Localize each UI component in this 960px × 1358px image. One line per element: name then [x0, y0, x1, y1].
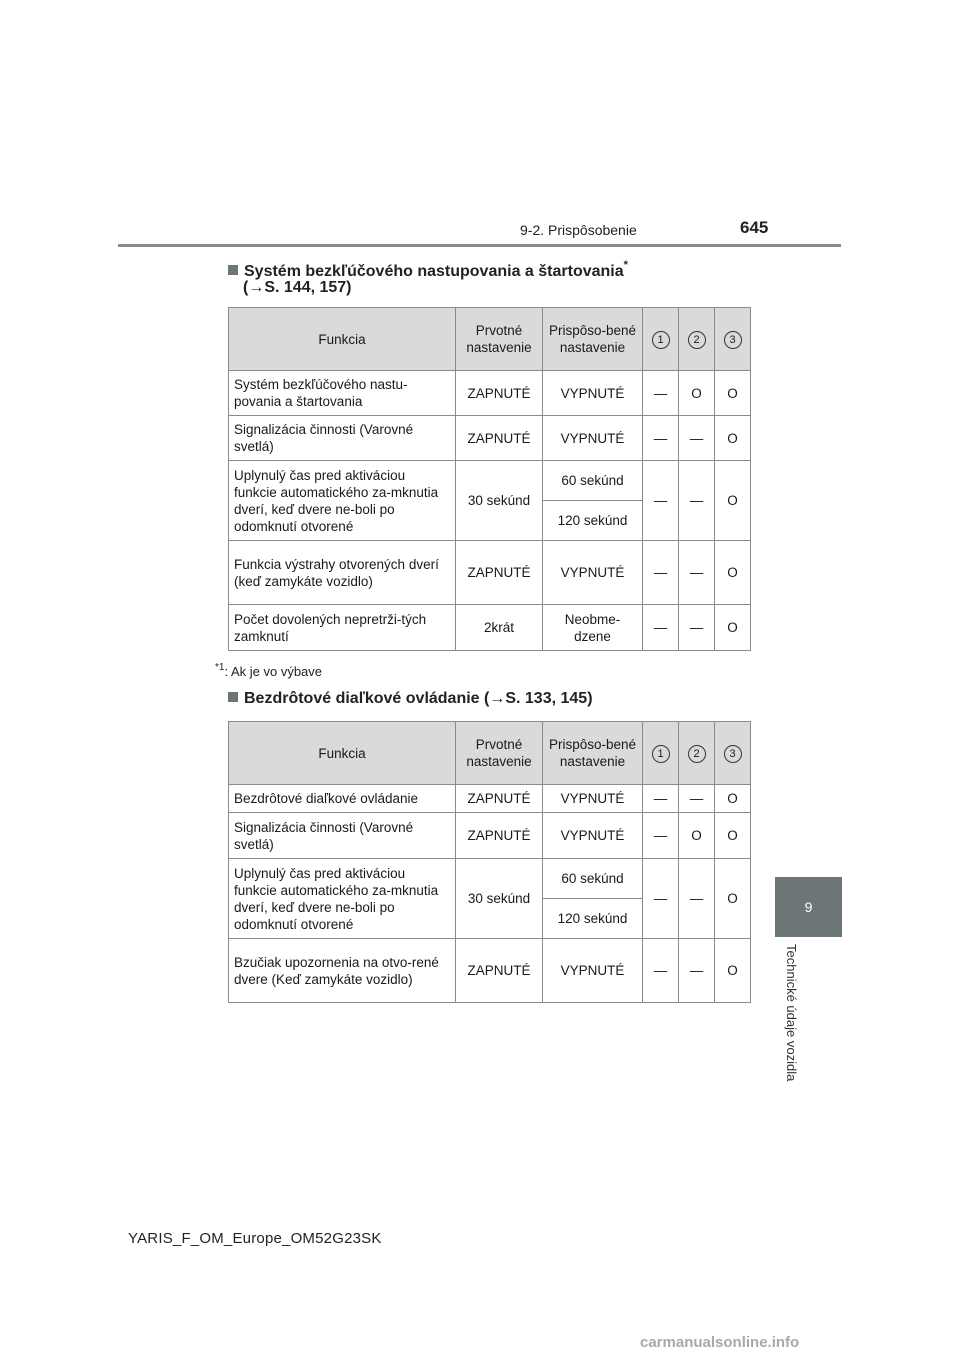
section2-heading — [228, 688, 593, 710]
cell-c2: — — [679, 939, 715, 1003]
cell-c1: — — [643, 785, 679, 813]
table-header-row — [229, 722, 751, 785]
cell-c3: O — [715, 416, 751, 461]
watermark: carmanualsonline.info — [640, 1334, 800, 1351]
section1-title: Systém bezkľúčového nastupovania a štartovania — [244, 263, 624, 280]
header-c2 — [679, 722, 715, 785]
cell-function: Funkcia výstrahy otvorených dverí (keď zamykáte vozidlo) — [229, 541, 456, 605]
table-row — [229, 813, 751, 859]
cell-initial: ZAPNUTÉ — [456, 813, 543, 859]
cell-c2: — — [679, 416, 715, 461]
table-row — [229, 416, 751, 461]
header-custom: Prispôso-bené nastavenie — [543, 722, 643, 785]
cell-function: Bezdrôtové diaľkové ovládanie — [229, 785, 456, 813]
header-funkcia: Funkcia — [229, 722, 456, 785]
table-row — [229, 461, 751, 501]
cell-custom: VYPNUTÉ — [543, 416, 643, 461]
section1-title-mark: * — [623, 259, 628, 271]
cell-initial: ZAPNUTÉ — [456, 541, 543, 605]
cell-function: Signalizácia činnosti (Varovné svetlá) — [229, 813, 456, 859]
cell-custom: 60 sekúnd — [543, 461, 643, 501]
header-c3 — [715, 308, 751, 371]
circled-3-icon: 3 — [724, 745, 742, 763]
cell-c1: — — [643, 461, 679, 541]
cell-initial: 30 sekúnd — [456, 461, 543, 541]
cell-c1: — — [643, 541, 679, 605]
cell-c2: O — [679, 371, 715, 416]
cell-custom: 60 sekúnd — [543, 859, 643, 899]
cell-custom: VYPNUTÉ — [543, 813, 643, 859]
header-c1 — [643, 308, 679, 371]
header-custom: Prispôso-bené nastavenie — [543, 308, 643, 371]
header-rule — [118, 244, 841, 247]
footnote — [215, 662, 322, 679]
cell-c1: — — [643, 371, 679, 416]
cell-c2: — — [679, 461, 715, 541]
header-initial: Prvotné nastavenie — [456, 308, 543, 371]
cell-c3: O — [715, 605, 751, 651]
header-c1 — [643, 722, 679, 785]
cell-custom: VYPNUTÉ — [543, 939, 643, 1003]
section1-ref: (→S. 144, 157) — [243, 279, 352, 296]
cell-function: Uplynulý čas pred aktiváciou funkcie automatického za-mknutia dverí, keď dvere ne-boli po odomknutí otvorené — [229, 461, 456, 541]
circled-2-icon: 2 — [688, 745, 706, 763]
cell-c2: — — [679, 785, 715, 813]
cell-c1: — — [643, 939, 679, 1003]
cell-initial: ZAPNUTÉ — [456, 371, 543, 416]
cell-function: Počet dovolených nepretrži-tých zamknutí — [229, 605, 456, 651]
doc-code: YARIS_F_OM_Europe_OM52G23SK — [128, 1230, 382, 1247]
cell-c3: O — [715, 939, 751, 1003]
cell-c2: — — [679, 605, 715, 651]
circled-2-icon: 2 — [688, 331, 706, 349]
cell-c3: O — [715, 859, 751, 939]
square-bullet-icon — [228, 692, 238, 702]
table-keyless — [228, 307, 751, 651]
circled-1-icon: 1 — [652, 745, 670, 763]
table-row — [229, 939, 751, 1003]
table-row — [229, 371, 751, 416]
cell-initial: 30 sekúnd — [456, 859, 543, 939]
table-row — [229, 541, 751, 605]
cell-c2: — — [679, 541, 715, 605]
chapter-label-text: Technické údaje vozidla — [784, 944, 799, 1082]
section2-title: Bezdrôtové diaľkové ovládanie (→S. 133, 145) — [244, 690, 593, 707]
cell-c2: — — [679, 859, 715, 939]
table-header-row — [229, 308, 751, 371]
cell-c1: — — [643, 605, 679, 651]
footnote-text: : Ak je vo výbave — [224, 664, 323, 679]
cell-c3: O — [715, 371, 751, 416]
table-row — [229, 859, 751, 899]
table-remote — [228, 721, 751, 1003]
cell-initial: ZAPNUTÉ — [456, 939, 543, 1003]
cell-custom: 120 sekúnd — [543, 501, 643, 541]
square-bullet-icon — [228, 265, 238, 275]
cell-function: Uplynulý čas pred aktiváciou funkcie automatického za-mknutia dverí, keď dvere ne-boli po odomknutí otvorené — [229, 859, 456, 939]
cell-initial: ZAPNUTÉ — [456, 416, 543, 461]
cell-custom: VYPNUTÉ — [543, 785, 643, 813]
chapter-tab: 9 — [775, 877, 842, 937]
chapter-label — [779, 944, 803, 1104]
header-funkcia: Funkcia — [229, 308, 456, 371]
cell-c1: — — [643, 859, 679, 939]
cell-c3: O — [715, 785, 751, 813]
cell-custom: Neobme-dzene — [543, 605, 643, 651]
circled-1-icon: 1 — [652, 331, 670, 349]
circled-3-icon: 3 — [724, 331, 742, 349]
cell-function: Signalizácia činnosti (Varovné svetlá) — [229, 416, 456, 461]
cell-c3: O — [715, 541, 751, 605]
cell-function: Bzučiak upozornenia na otvo-rené dvere (Keď zamykáte vozidlo) — [229, 939, 456, 1003]
cell-c1: — — [643, 416, 679, 461]
cell-initial: 2krát — [456, 605, 543, 651]
table-row — [229, 605, 751, 651]
section-header: 9-2. Prispôsobenie — [520, 222, 637, 238]
page-number: 645 — [740, 218, 769, 237]
table-row — [229, 785, 751, 813]
footnote-mark: *1 — [215, 662, 225, 673]
header-initial: Prvotné nastavenie — [456, 722, 543, 785]
cell-c3: O — [715, 461, 751, 541]
cell-custom: VYPNUTÉ — [543, 541, 643, 605]
header-c2 — [679, 308, 715, 371]
cell-initial: ZAPNUTÉ — [456, 785, 543, 813]
cell-c2: O — [679, 813, 715, 859]
cell-c3: O — [715, 813, 751, 859]
cell-c1: — — [643, 813, 679, 859]
cell-function: Systém bezkľúčového nastu-povania a štartovania — [229, 371, 456, 416]
cell-custom: 120 sekúnd — [543, 899, 643, 939]
header-c3 — [715, 722, 751, 785]
cell-custom: VYPNUTÉ — [543, 371, 643, 416]
